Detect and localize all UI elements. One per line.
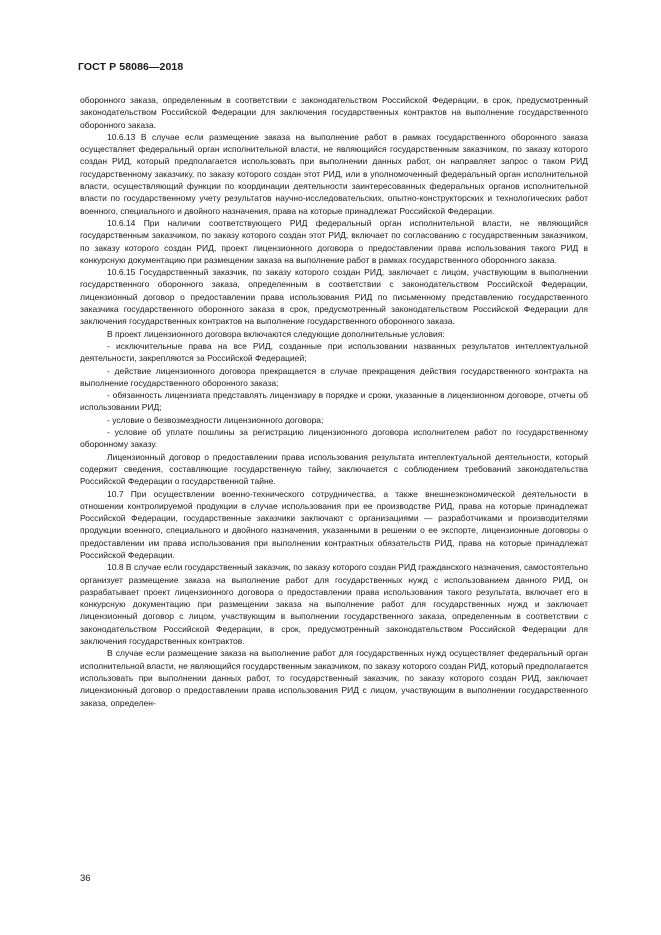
paragraph: Лицензионный договор о предоставлении права использования результата интеллектуальной деятельности, который содержит сведения, составляющие государственную тайну, заключается с соблюдением требований законодательства Российской Федерации о государственной тайне. <box>80 451 588 487</box>
list-item: - условие об уплате пошлины за регистрацию лицензионного договора исполнителем работ по государственному оборонному заказу. <box>80 427 588 450</box>
paragraph: 10.6.13 В случае если размещение заказа на выполнение работ в рамках государственного оборонного заказа осуществляет федеральный орган исполнительной власти, не являющийся государственным заказчиком, по заказу которого создан РИД, который предполагается использовать при выполнении данных работ, он направляет запрос о таком РИД государственному заказчику, по заказу которого создан этот РИД, или в уполномоченный федеральный орган исполнительной власти, осуществляющий функции по координации деятельности заинтересованных федеральных органов исполнительной власти по государственному учету результатов научно-исследовательских, опытно-конструкторских и технологических работ военного, специального и двойного назначения, права на которые принадлежат Российской Федерации. <box>80 131 588 216</box>
paragraph: оборонного заказа, определенным в соответствии с законодательством Российской Федерации, в срок, предусмотренный законодательством Российской Федерации для заключения государственных контрактов на выполнение государственного оборонного заказа. <box>80 95 588 130</box>
page-number: 36 <box>80 873 91 884</box>
paragraph: 10.8 В случае если государственный заказчик, по заказу которого создан РИД гражданского назначения, самостоятельно организует размещение заказа на выполнение работ для государственных нужд с использованием данного РИД, он разрабатывает проект лицензионного договора о предоставлении права использования такого результата, включает его в конкурсную документацию при размещении заказа на выполнение работ для государственных нужд и заключает лицензионный договор с лицом, участвующим в выполнении государственного заказа, определенным в соответствии с законодательством Российской Федерации, в срок, предусмотренный законодательством Российской Федерации для заключения государственных контрактов. <box>80 562 588 647</box>
list-item: - обязанность лицензиата представлять лицензиару в порядке и сроки, указанные в лицензионном договоре, отчеты об использовании РИД; <box>80 390 588 413</box>
paragraph: В случае если размещение заказа на выполнение работ для государственных нужд осуществляет федеральный орган исполнительной власти, не являющийся государственным заказчиком, по заказу которого создан РИД, который предполагается использовать при выполнении данных работ, то государственный заказчик, по заказу которого создан РИД, заключает лицензионный договор о предоставлении права использования РИД с лицом, участвующим в выполнении государственного заказа, определен- <box>80 648 588 708</box>
document-body <box>80 94 588 709</box>
paragraph: 10.6.14 При наличии соответствующего РИД федеральный орган исполнительной власти, не являющийся государственным заказчиком, по заказу которого создан этот РИД, включает по согласованию с государственным заказчиком, по заказу которого создан РИД, проект лицензионного договора о предоставлении права использования такого РИД в конкурсную документацию при размещении заказа на выполнение работ в рамках государственного оборонного заказа. <box>80 217 588 265</box>
paragraph: 10.7 При осуществлении военно-технического сотрудничества, а также внешнеэкономической деятельности в отношении контролируемой продукции в случае использования при ее производстве РИД, права на которые принадлежат Российской Федерации, государственные заказчики заключают с организациями — разработчиками и производителями продукции военного, специального и двойного назначения, указанными в решении о ее экспорте, лицензионные договоры о предоставлении им права использования при выполнении контрактных обязательств РИД, права на которые принадлежат Российской Федерации. <box>80 488 588 560</box>
list-item: - действие лицензионного договора прекращается в случае прекращения действия государственного контракта на выполнение государственного оборонного заказа; <box>80 365 588 388</box>
paragraph: 10.6.15 Государственный заказчик, по заказу которого создан РИД, заключает с лицом, участвующим в выполнении государственного оборонного заказа, определенным в соответствии с законодательством Российской Федерации, лицензионный договор о предоставлении права использования РИД по письменному представлению государственного заказчика государственного оборонного заказа в срок, предусмотренный законодательством Российской Федерации для заключения государственных контрактов на выполнение государственного оборонного заказа. <box>80 267 588 327</box>
list-item: - условие о безвозмездности лицензионного договора; <box>107 414 324 425</box>
document-header: ГОСТ Р 58086—2018 <box>78 61 184 73</box>
paragraph: В проект лицензионного договора включаются следующие дополнительные условия: <box>107 328 445 339</box>
list-item: - исключительные права на все РИД, созданные при использовании названных результатов интеллектуальной деятельности, закрепляются за Российской Федерацией; <box>80 340 588 364</box>
